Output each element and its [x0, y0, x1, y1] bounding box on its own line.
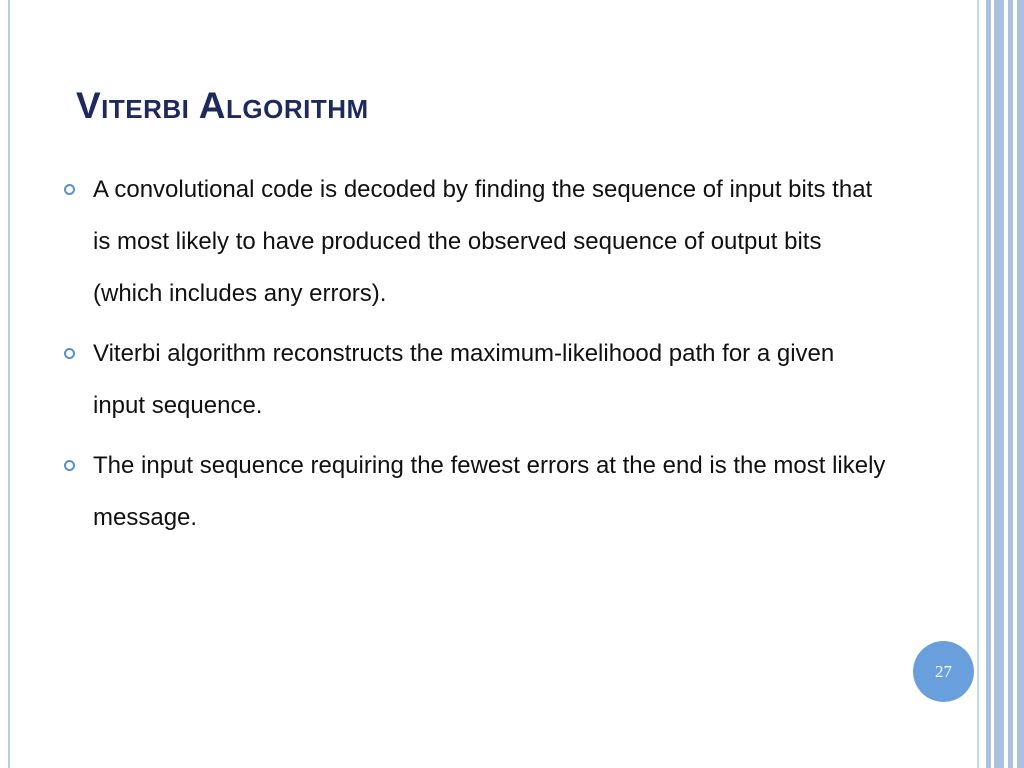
page-number-badge	[913, 641, 974, 702]
page-number: 27	[935, 661, 952, 681]
right-decorative-stripe	[1008, 0, 1013, 768]
hollow-circle-bullet-icon	[64, 460, 75, 471]
slide-title: Viterbi Algorithm	[76, 85, 369, 126]
hollow-circle-bullet-icon	[64, 348, 75, 359]
bullet-text: Viterbi algorithm reconstructs the maximum-likelihood path for a given input sequence.	[93, 340, 835, 419]
bullet-item	[60, 164, 890, 320]
left-border-line	[8, 0, 10, 768]
bullet-text: A convolutional code is decoded by finding the sequence of input bits that is most likely to have produced the observed sequence of output bits (which includes any errors).	[93, 176, 873, 307]
bullet-list	[60, 164, 890, 552]
right-decorative-stripe	[994, 0, 1004, 768]
bullet-item	[60, 440, 890, 544]
right-decorative-stripe	[986, 0, 991, 768]
right-decorative-stripe	[1017, 0, 1024, 768]
bullet-item	[60, 328, 890, 432]
hollow-circle-bullet-icon	[64, 184, 75, 195]
right-decorative-stripe	[977, 0, 979, 768]
bullet-text: The input sequence requiring the fewest errors at the end is the most likely message.	[93, 452, 886, 531]
